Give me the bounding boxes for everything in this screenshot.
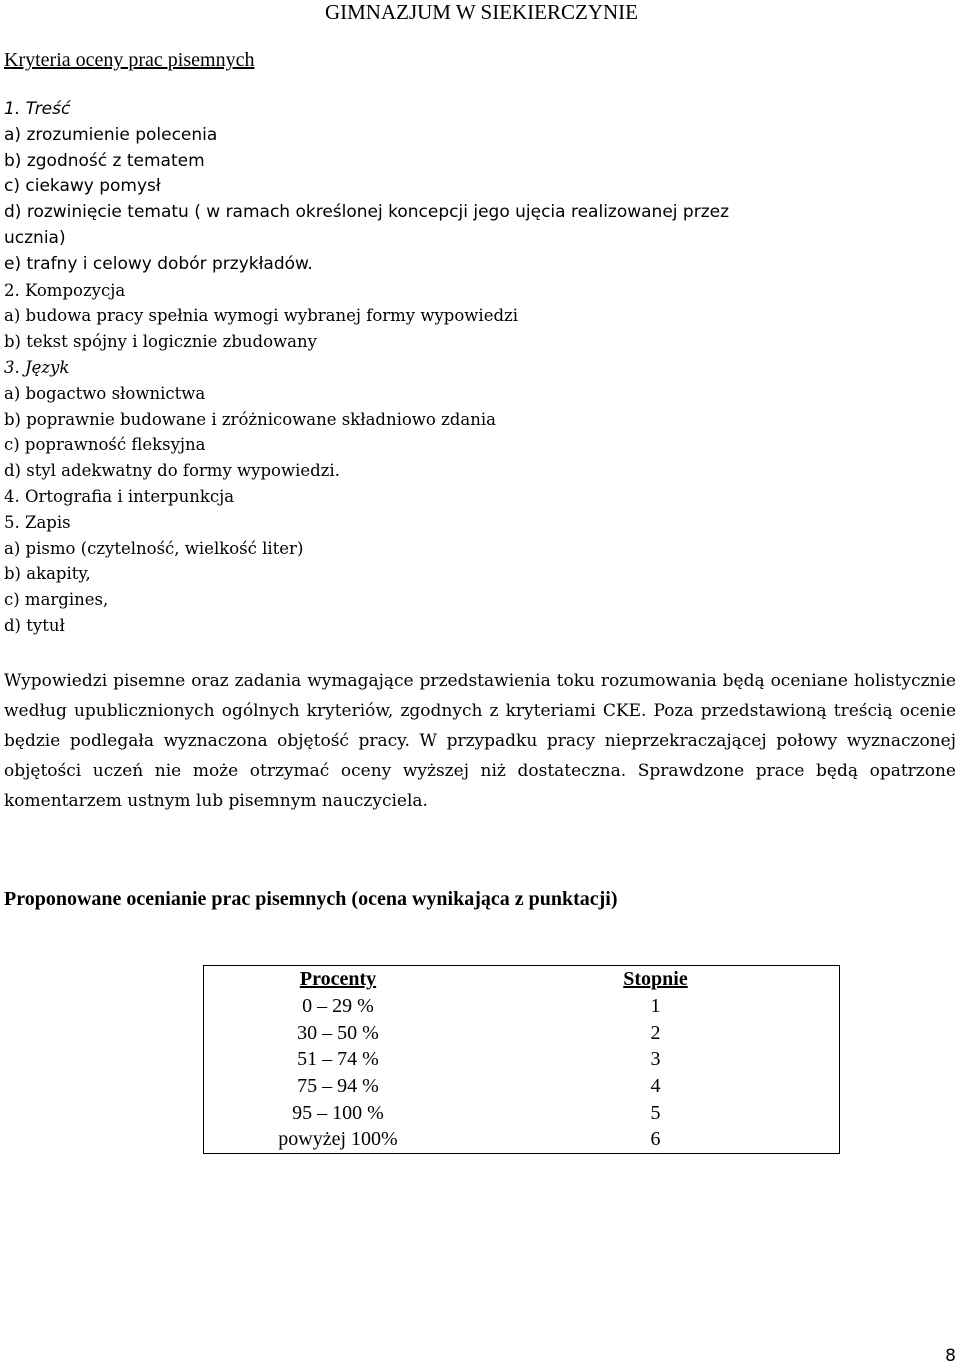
- criteria-item: a) zrozumienie polecenia: [4, 124, 218, 145]
- page-number: 8: [945, 1346, 956, 1366]
- grade-cell: 6: [650, 1128, 661, 1151]
- criteria-item: b) akapity,: [4, 564, 91, 584]
- table-row: [204, 1126, 840, 1153]
- criteria-item: a) budowa pracy spełnia wymogi wybranej formy wypowiedzi: [4, 306, 519, 326]
- table-row: [204, 993, 840, 1020]
- percent-cell: powyżej 100%: [278, 1128, 398, 1151]
- grade-cell: 3: [650, 1048, 661, 1071]
- table-row: [204, 1046, 840, 1073]
- grades-table: [203, 965, 840, 1154]
- criteria-item: b) poprawnie budowane i zróżnicowane składniowo zdania: [4, 409, 496, 429]
- grade-cell: 2: [650, 1021, 661, 1044]
- criteria-heading-content: 1. Treść: [4, 99, 71, 119]
- grade-cell: 4: [650, 1075, 661, 1098]
- criteria-item: c) ciekawy pomysł: [4, 176, 161, 197]
- criteria-item: d) rozwinięcie tematu ( w ramach określonej koncepcji jego ujęcia realizowanej przez: [4, 202, 730, 223]
- percent-cell: 51 – 74 %: [297, 1048, 379, 1071]
- table-row: [204, 1099, 840, 1126]
- percent-cell: 75 – 94 %: [297, 1075, 379, 1098]
- column-header-percent: Procenty: [299, 968, 377, 991]
- criteria-item: d) styl adekwatny do formy wypowiedzi.: [4, 461, 340, 481]
- criteria-item: c) margines,: [4, 590, 109, 610]
- percent-cell: 30 – 50 %: [297, 1021, 379, 1044]
- criteria-item: a) bogactwo słownictwa: [4, 383, 206, 403]
- page-title: Kryteria oceny prac pisemnych: [4, 49, 255, 71]
- table-row: [204, 1019, 840, 1046]
- section-heading: Proponowane ocenianie prac pisemnych (ocena wynikająca z punktacji): [4, 888, 618, 910]
- criteria-item: b) tekst spójny i logicznie zbudowany: [4, 332, 317, 352]
- criteria-heading-composition: 2. Kompozycja: [4, 280, 126, 300]
- percent-cell: 95 – 100 %: [292, 1101, 384, 1124]
- criteria-item: a) pismo (czytelność, wielkość liter): [4, 538, 304, 558]
- criteria-item: e) trafny i celowy dobór przykładów.: [4, 253, 313, 274]
- school-header: GIMNAZJUM W SIEKIERCZYNIE: [324, 0, 638, 24]
- percent-cell: 0 – 29 %: [302, 995, 374, 1018]
- criteria-item: b) zgodność z tematem: [4, 150, 205, 171]
- criteria-heading-language: 3. Język: [4, 357, 70, 377]
- column-header-grade: Stopnie: [623, 968, 688, 991]
- assessment-paragraph: Wypowiedzi pisemne oraz zadania wymagające przedstawienia toku rozumowania będą oceniane holistycznie według upublicznionych ogólnych kryteriów, zgodnych z kryteriami CKE. Poza przedstawioną treścią ocenie będzie podlegała wyznaczona objętość pracy. W przypadku pracy nieprzekraczającej połowy wyznaczonej objętości uczeń nie może otrzymać oceny wyższej niż dostateczna. Sprawdzone prace będą opatrzone komentarzem ustnym lub pisemnym nauczyciela.: [4, 671, 956, 811]
- criteria-heading-writing: 5. Zapis: [4, 512, 71, 532]
- criteria-item: d) tytuł: [4, 615, 65, 635]
- grade-cell: 1: [650, 995, 661, 1018]
- table-row: [204, 1073, 840, 1100]
- criteria-heading-orthography: 4. Ortografia i interpunkcja: [4, 486, 235, 506]
- criteria-list: [4, 97, 804, 639]
- table-header-row: [204, 966, 840, 993]
- grade-cell: 5: [650, 1101, 661, 1124]
- criteria-item: c) poprawność fleksyjna: [4, 435, 206, 455]
- criteria-item: ucznia): [4, 227, 66, 248]
